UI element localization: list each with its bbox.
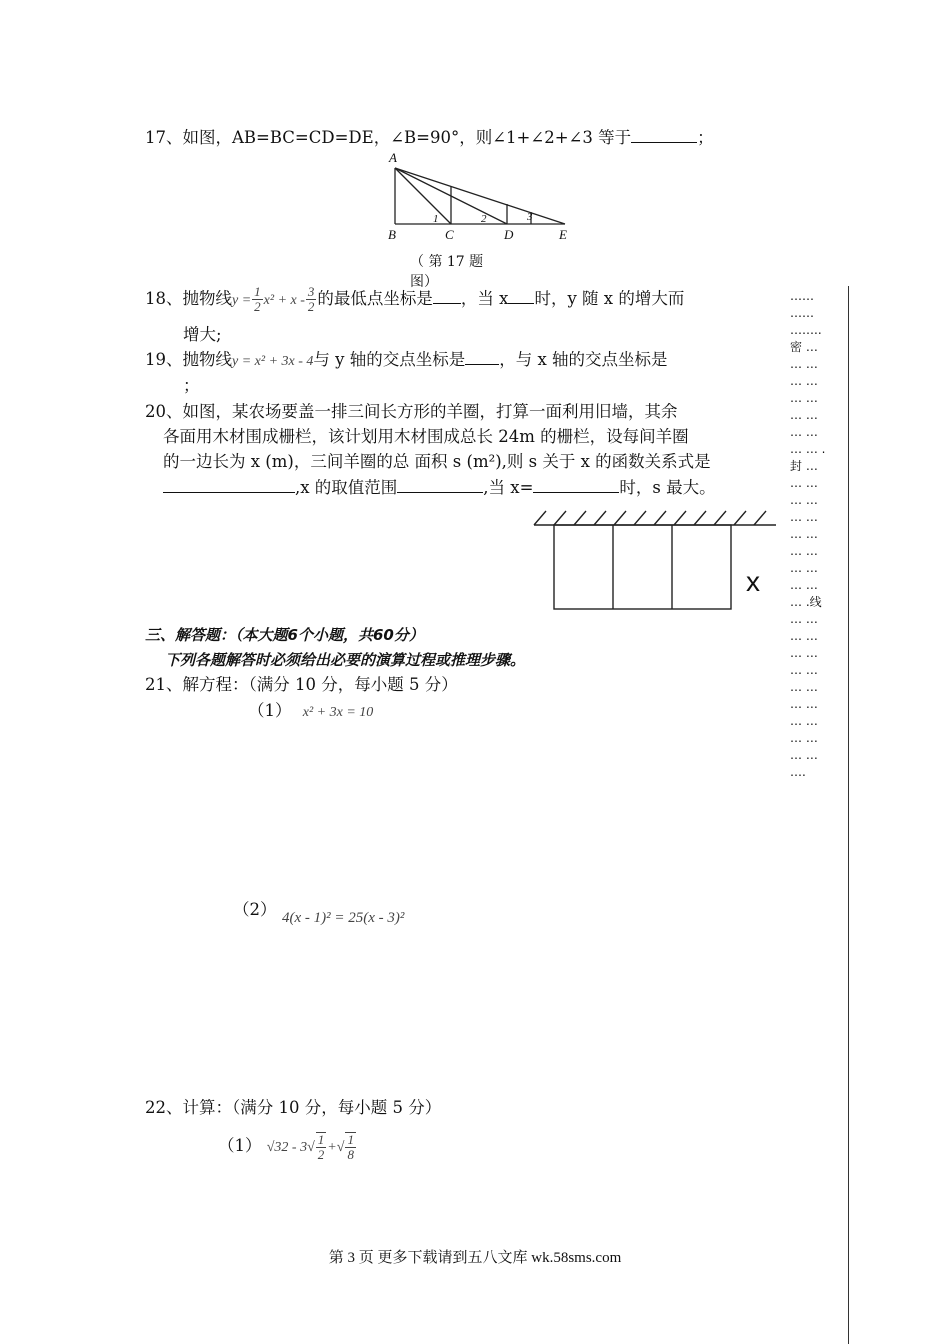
q20-text-range: ,x 的取值范围: [295, 478, 398, 497]
side-binding-row: … … .: [790, 442, 826, 456]
q17-line: [145, 126, 714, 150]
q17-label-d: D: [504, 227, 514, 242]
q21-part2-label: （2）: [233, 900, 277, 919]
q18-frac1-num: 1: [254, 284, 261, 299]
q20-figure-label-x: x: [746, 566, 760, 597]
q17-answer-blank: [631, 126, 697, 143]
side-binding-row: … …: [790, 391, 818, 405]
side-binding-row: … …: [790, 425, 818, 439]
side-binding-row: … …: [790, 578, 818, 592]
section3-note: 下列各题解答时必须给出必要的演算过程或推理步骤。: [165, 651, 526, 669]
q18-blank1: [433, 287, 461, 304]
q19-line2: ；: [183, 376, 200, 395]
side-binding-row: … …: [790, 697, 818, 711]
side-binding-row: … .线: [790, 595, 822, 609]
q17-end: ；: [697, 128, 714, 147]
side-binding-row: … …: [790, 510, 818, 524]
side-binding-row: 封 …: [790, 459, 818, 473]
q17-figure: [385, 150, 575, 245]
page-footer: 第 3 页 更多下载请到五八文库 wk.58sms.com: [328, 1250, 622, 1266]
q18-prefix: 抛物线: [182, 289, 232, 308]
side-binding-row: … …: [790, 544, 818, 558]
q18-line1: [145, 284, 684, 316]
q17-number: 17、: [145, 128, 183, 147]
side-binding-row: 密 …: [790, 340, 818, 354]
q22-root2-num: 1: [347, 1131, 354, 1147]
q17-angle-3: 3: [527, 211, 533, 223]
q20-line3: 的一边长为 x (m)，三间羊圈的总 面积 s (m²),则 s 关于 x 的函数关系式是: [163, 452, 711, 471]
q17-label-a: A: [389, 150, 397, 165]
q22-part1: （1） √32 - 3√ $\frac{1}{2}$ +√ $\frac{1}{8}$: [218, 1131, 354, 1162]
side-binding-row: … …: [790, 527, 818, 541]
q22-part1-label: （1）: [218, 1136, 262, 1155]
q17-text: 如图，AB=BC=CD=DE，∠B=90°，则∠1+∠2+∠3 等于: [182, 128, 632, 147]
q19-prefix: 抛物线: [182, 350, 232, 369]
q18-text1: 的最低点坐标是: [317, 289, 433, 308]
q18-formula-y: y =: [232, 293, 252, 308]
side-binding-row: … …: [790, 374, 818, 388]
side-binding-row: … …: [790, 357, 818, 371]
q20-blank-function: [163, 476, 295, 493]
section3-title: 三、解答题：（本大题6个小题，共60分）: [145, 626, 424, 644]
side-binding-row: ……: [790, 289, 814, 303]
side-binding-row: … …: [790, 731, 818, 745]
side-binding-row: ……: [790, 306, 814, 320]
q22-root2-den: 8: [347, 1146, 354, 1162]
q20-line2: 各面用木材围成栅栏，该计划用木材围成总长 24m 的栅栏，设每间羊圈: [163, 427, 689, 446]
q21-part1-label: （1）: [248, 701, 292, 720]
q17-label-c: C: [445, 227, 454, 242]
q19-blank1: [465, 348, 499, 365]
q18-text2: ，当 x: [460, 289, 509, 308]
q18-number: 18、: [145, 289, 183, 308]
q20-text-end: 时，s 最大。: [619, 478, 716, 497]
q17-angle-2: 2: [481, 213, 487, 225]
q17-caption-line1: （ 第 17 题: [410, 254, 484, 270]
q21-title: 21、解方程：（满分 10 分，每小题 5 分）: [145, 675, 458, 694]
side-binding-row: … …: [790, 476, 818, 490]
q20-number: 20、: [145, 402, 183, 421]
q20-text-line1: 如图，某农场要盖一排三间长方形的羊圈，打算一面利用旧墙，其余: [182, 402, 678, 421]
q22-root1-den: 2: [317, 1146, 325, 1162]
q19-line1: [145, 348, 668, 374]
q20-line1: [145, 400, 678, 424]
q18-text3: 时，y 随 x 的增大而: [534, 289, 685, 308]
q17-label-e: E: [559, 227, 567, 242]
side-binding-row: ……..: [790, 323, 822, 337]
q22-part1-plus: +: [327, 1140, 337, 1155]
q17-label-b: B: [388, 227, 396, 242]
q19-number: 19、: [145, 350, 183, 369]
q20-blank-x: [533, 476, 619, 493]
side-binding-row: … …: [790, 408, 818, 422]
side-binding-row: … …: [790, 629, 818, 643]
q20-text-x: ,当 x=: [483, 478, 534, 497]
side-binding-row: … …: [790, 493, 818, 507]
side-binding-row: ….: [790, 765, 806, 779]
q20-figure: [530, 505, 780, 615]
q22-part1-expr-a: √32 - 3: [266, 1140, 308, 1155]
q18-frac2-num: 3: [307, 284, 315, 299]
side-binding-column: [790, 288, 825, 781]
side-binding-row: … …: [790, 612, 818, 626]
q19-text2: ，与 x 轴的交点坐标是: [499, 350, 668, 369]
q20-line4: [163, 476, 716, 500]
side-binding-row: … …: [790, 663, 818, 677]
q21-part1-formula: x² + 3x = 10: [302, 705, 374, 720]
side-binding-row: … …: [790, 714, 818, 728]
side-binding-row: … …: [790, 646, 818, 660]
q22-title: 22、计算：（满分 10 分，每小题 5 分）: [145, 1098, 442, 1117]
q22-root1-num: 1: [317, 1131, 325, 1147]
q18-frac1-den: 2: [254, 299, 261, 314]
q21-part1: [248, 699, 373, 725]
q17-caption-line2: 图）: [410, 274, 438, 290]
side-binding-row: … …: [790, 561, 818, 575]
q18-frac2-den: 2: [307, 299, 315, 314]
q18-formula-mid: x² + x -: [263, 293, 305, 308]
q18-blank2: [508, 287, 534, 304]
q19-formula: y = x² + 3x - 4: [232, 354, 314, 369]
q18-line2: 增大;: [183, 325, 222, 344]
q19-text1: 与 y 轴的交点坐标是: [313, 350, 466, 369]
side-binding-row: … …: [790, 748, 818, 762]
q17-angle-1: 1: [433, 213, 439, 225]
q20-blank-range: [397, 476, 483, 493]
side-binding-row: … …: [790, 680, 818, 694]
binding-rule: [848, 286, 849, 1344]
q21-part2-formula: 4(x - 1)² = 25(x - 3)²: [282, 910, 405, 926]
